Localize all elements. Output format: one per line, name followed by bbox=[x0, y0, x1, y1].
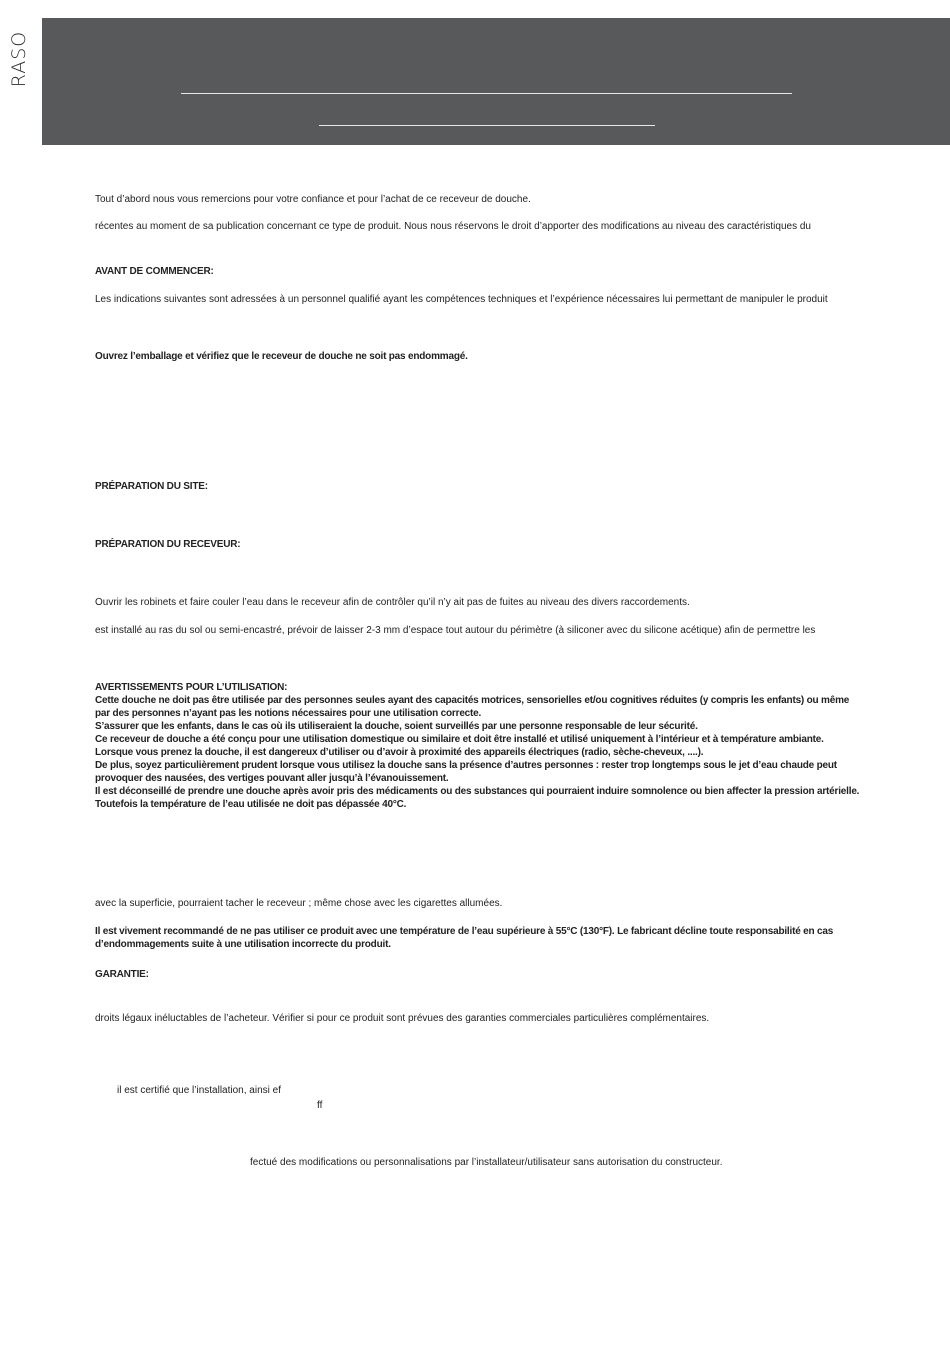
garantie-heading: GARANTIE: bbox=[95, 969, 149, 980]
preparation-receveur-paragraph-1: Ouvrir les robinets et faire couler l’eau dans le receveur afin de contrôler qu’il n’y ait pas de fuites au niveau des divers raccordements. bbox=[95, 597, 690, 608]
header-rule-long bbox=[181, 93, 792, 94]
avertissements-heading: AVERTISSEMENTS POUR L’UTILISATION: bbox=[95, 682, 288, 693]
avertissements-line: S’assurer que les enfants, dans le cas où ils utiliseraient la douche, soient surveillés par une personne responsable de leur sécurité. bbox=[95, 721, 698, 732]
avant-paragraph-2: Ouvrez l’emballage et vérifiez que le receveur de douche ne soit pas endommagé. bbox=[95, 351, 468, 362]
avertissements-section bbox=[95, 681, 880, 811]
preparation-receveur-paragraph-2: est installé au ras du sol ou semi-encastré, prévoir de laisser 2-3 mm d’espace tout autour du périmètre (à siliconer avec du silicone acétique) afin de permettre les bbox=[95, 625, 816, 636]
avertissements-line: Ce receveur de douche a été conçu pour une utilisation domestique ou similaire et doit être installé et utilisé uniquement à l’intérieur et à température ambiante. bbox=[95, 734, 824, 745]
garantie-fragment-1: il est certifié que l’installation, ainsi ef bbox=[117, 1085, 281, 1096]
avertissements-line: Toutefois la température de l’eau utilisée ne doit pas dépassée 40°C. bbox=[95, 799, 407, 810]
avant-heading: AVANT DE COMMENCER: bbox=[95, 266, 214, 277]
garantie-paragraph-1: droits légaux inéluctables de l’acheteur. Vérifier si pour ce produit sont prévues des garanties commerciales particulières complémentaires. bbox=[95, 1013, 710, 1024]
avant-paragraph-1: Les indications suivantes sont adressées à un personnel qualifié ayant les compétences techniques et l’expérience nécessaires lui permettant de manipuler le produit bbox=[95, 294, 828, 305]
avertissements-line: De plus, soyez particulièrement prudent lorsque vous utilisez la douche sans la présence d’autres personnes : rester trop longtemps sous le jet d’eau chaude peut bbox=[95, 760, 837, 771]
garantie-fragment-2: ff bbox=[317, 1100, 323, 1111]
preparation-receveur-heading: PRÉPARATION DU RECEVEUR: bbox=[95, 539, 241, 550]
brand-side-label bbox=[1, 24, 37, 94]
header-banner bbox=[42, 18, 950, 145]
entretien-paragraph-2 bbox=[95, 925, 880, 951]
avertissements-line: provoquer des nausées, des vertiges pouvant aller jusqu’à l’évanouissement. bbox=[95, 773, 449, 784]
preparation-site-heading: PRÉPARATION DU SITE: bbox=[95, 481, 208, 492]
avertissements-line: Lorsque vous prenez la douche, il est dangereux d’utiliser ou d’avoir à proximité des appareils électriques (radio, sèche-cheveux, ....). bbox=[95, 747, 704, 758]
avertissements-line: par des personnes n’ayant pas les notions nécessaires pour une utilisation correcte. bbox=[95, 708, 482, 719]
entretien-line: d’endommagements suite à une utilisation incorrecte du produit. bbox=[95, 939, 391, 950]
entretien-line: Il est vivement recommandé de ne pas utiliser ce produit avec une température de l’eau supérieure à 55°C (130°F). Le fabricant décline toute responsabilité en cas bbox=[95, 926, 834, 937]
brand-side-label-text: RASO bbox=[8, 30, 31, 88]
garantie-fragment-3: fectué des modifications ou personnalisations par l’installateur/utilisateur sans autorisation du constructeur. bbox=[250, 1157, 723, 1168]
intro-paragraph-1: Tout d’abord nous vous remercions pour votre confiance et pour l’achat de ce receveur de douche. bbox=[95, 194, 531, 205]
avertissements-line: Cette douche ne doit pas être utilisée par des personnes seules ayant des capacités motrices, sensorielles et/ou cognitives réduites (y compris les enfants) ou même bbox=[95, 695, 850, 706]
avertissements-line: Il est déconseillé de prendre une douche après avoir pris des médicaments ou des substances qui pourraient induire somnolence ou bien affecter la pression artérielle. bbox=[95, 786, 860, 797]
entretien-paragraph-1: avec la superficie, pourraient tacher le receveur ; même chose avec les cigarettes allumées. bbox=[95, 898, 503, 909]
header-rule-short bbox=[319, 125, 655, 126]
intro-paragraph-2: récentes au moment de sa publication concernant ce type de produit. Nous nous réservons le droit d’apporter des modifications au niveau des caractéristiques du bbox=[95, 221, 811, 232]
